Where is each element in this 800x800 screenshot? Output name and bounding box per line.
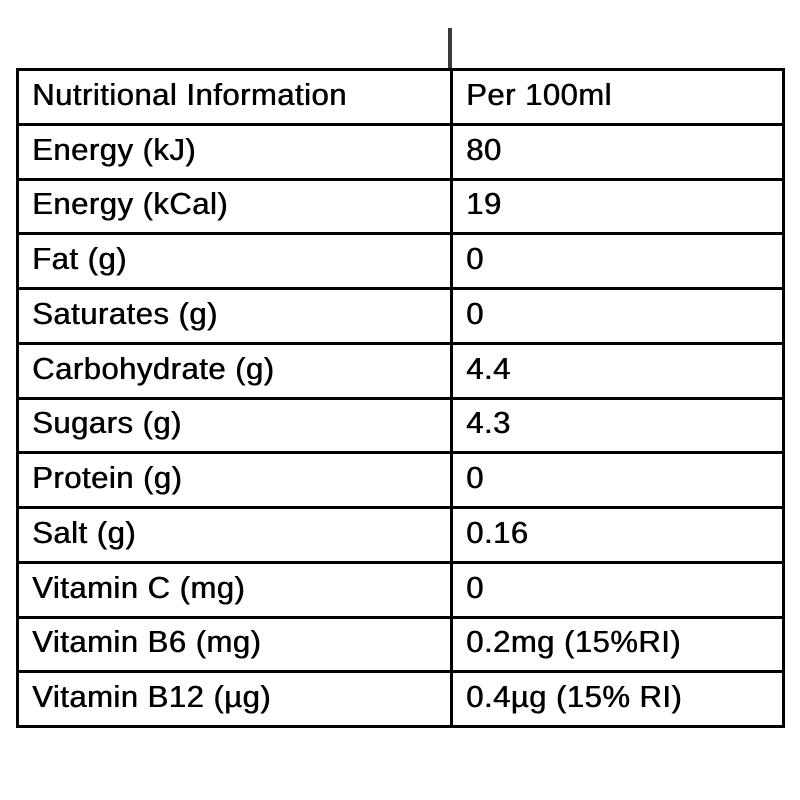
scan-tick-mark bbox=[448, 28, 452, 70]
nutrient-label: Saturates (g) bbox=[18, 289, 452, 344]
table-row bbox=[18, 562, 784, 617]
table-row bbox=[18, 672, 784, 727]
table-header-value: Per 100ml bbox=[452, 70, 784, 125]
nutrient-label: Energy (kJ) bbox=[18, 124, 452, 179]
table-row bbox=[18, 234, 784, 289]
nutrient-value: 0.2mg (15%RI) bbox=[452, 617, 784, 672]
table-header-row bbox=[18, 70, 784, 125]
nutrient-label: Protein (g) bbox=[18, 453, 452, 508]
nutrient-value: 0 bbox=[452, 453, 784, 508]
nutrient-value: 0.4µg (15% RI) bbox=[452, 672, 784, 727]
table-row bbox=[18, 508, 784, 563]
nutrient-value: 0 bbox=[452, 562, 784, 617]
nutrient-value: 4.4 bbox=[452, 343, 784, 398]
nutrient-value: 4.3 bbox=[452, 398, 784, 453]
table-row bbox=[18, 617, 784, 672]
nutrient-label: Carbohydrate (g) bbox=[18, 343, 452, 398]
nutrient-label: Fat (g) bbox=[18, 234, 452, 289]
nutrient-label: Vitamin B12 (µg) bbox=[18, 672, 452, 727]
nutrient-label: Energy (kCal) bbox=[18, 179, 452, 234]
table-row bbox=[18, 343, 784, 398]
nutrition-table bbox=[16, 68, 785, 728]
nutrient-value: 80 bbox=[452, 124, 784, 179]
nutrient-label: Vitamin C (mg) bbox=[18, 562, 452, 617]
nutrient-value: 0.16 bbox=[452, 508, 784, 563]
nutrient-label: Salt (g) bbox=[18, 508, 452, 563]
table-row bbox=[18, 179, 784, 234]
table-row bbox=[18, 453, 784, 508]
nutrient-label: Vitamin B6 (mg) bbox=[18, 617, 452, 672]
nutrient-value: 0 bbox=[452, 289, 784, 344]
table-header-label: Nutritional Information bbox=[18, 70, 452, 125]
nutrient-value: 19 bbox=[452, 179, 784, 234]
nutrient-label: Sugars (g) bbox=[18, 398, 452, 453]
table-row bbox=[18, 398, 784, 453]
nutrient-value: 0 bbox=[452, 234, 784, 289]
table-row bbox=[18, 124, 784, 179]
table-row bbox=[18, 289, 784, 344]
